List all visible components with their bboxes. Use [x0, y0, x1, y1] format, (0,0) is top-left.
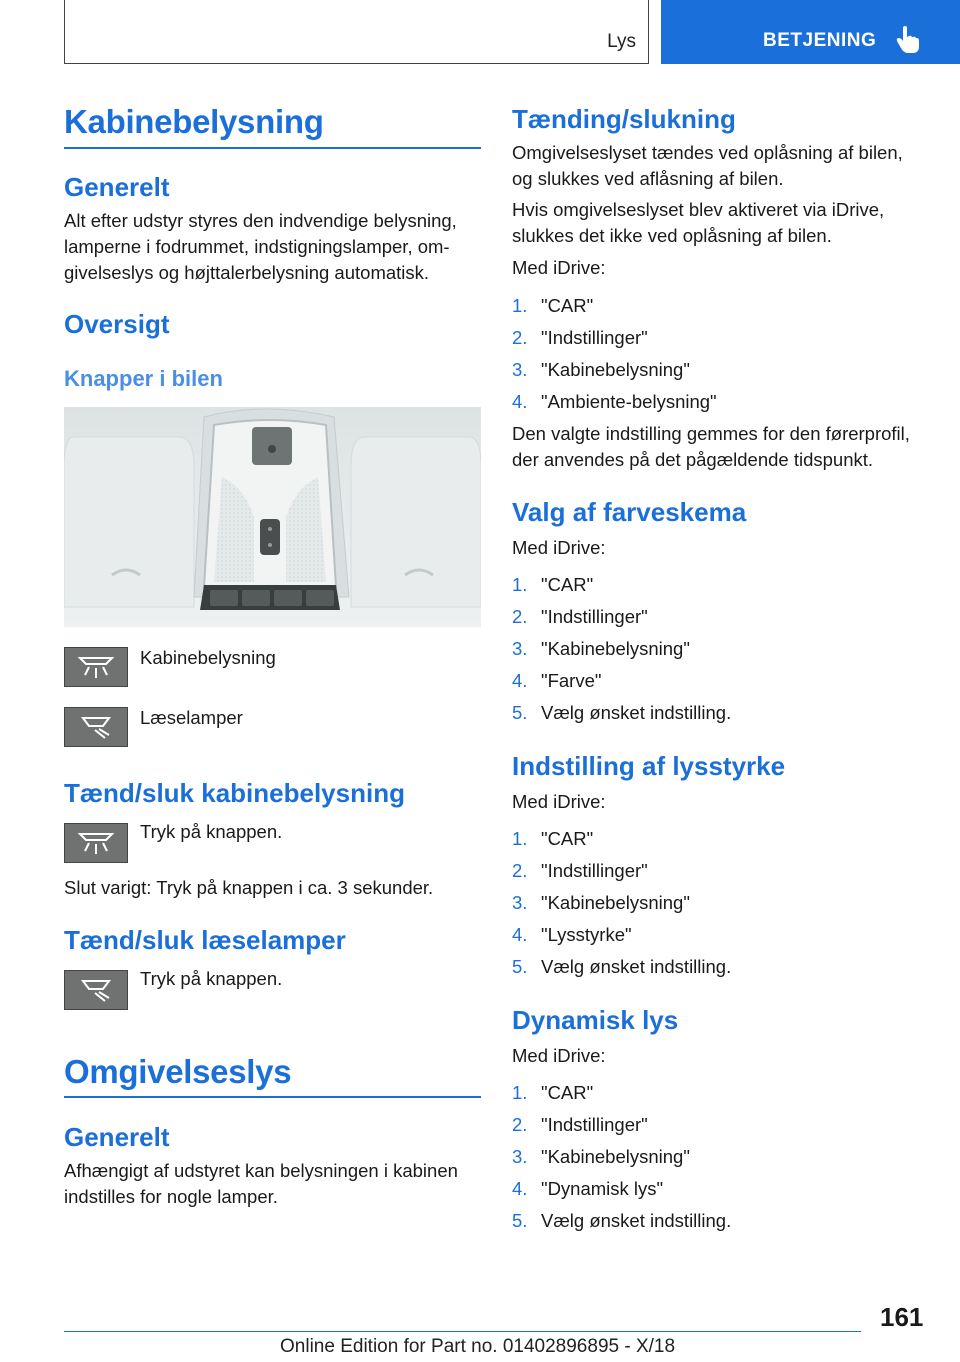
steps-list-brightness	[512, 823, 731, 983]
list-item: 2. "Indstillinger"	[512, 606, 648, 627]
list-item: 2. "Indstillinger"	[512, 860, 648, 881]
list-item: 5. Vælg ønsket indstilling.	[512, 956, 732, 977]
header-chapter-tab	[661, 0, 960, 64]
cabin-light-icon	[65, 648, 127, 686]
list-item: 4. "Farve"	[512, 670, 602, 691]
list-item: 4. "Dynamisk lys"	[512, 1178, 664, 1199]
paragraph-on-off: Omgivelseslyset tændes ved oplåsning af bilen, og slukkes ved aflåsning af bilen.	[512, 142, 903, 189]
list-item: 5. Vælg ønsket indstilling.	[512, 1210, 732, 1231]
heading-toggle-reading: Tænd/sluk læselamper	[64, 925, 346, 955]
with-idrive-1: Med iDrive:	[512, 257, 606, 278]
with-idrive-3: Med iDrive:	[512, 791, 606, 812]
list-item: 2. "Indstillinger"	[512, 1114, 648, 1135]
press-button-text-2: Tryk på knappen.	[140, 968, 283, 989]
heading-on-off: Tænding/slukning	[512, 104, 736, 134]
list-item: 1. "CAR"	[512, 1082, 594, 1103]
heading-rule-2	[64, 1096, 481, 1098]
overhead-console-photo	[64, 407, 481, 627]
cabin-light-label: Kabinebelysning	[140, 647, 276, 668]
reading-light-label: Læselamper	[140, 707, 243, 728]
cabin-light-icon	[65, 824, 127, 862]
list-item: 4. "Lysstyrke"	[512, 924, 632, 945]
reading-light-button-image	[64, 707, 128, 747]
paragraph-general: Alt efter udstyr styres den indvendige belysning, lamperne i fodrummet, indstigningslamper, om‐ givelseslys og højttalerbelysning automatisk.	[64, 210, 457, 283]
heading-overview: Oversigt	[64, 309, 170, 339]
list-item: 2. "Indstillinger"	[512, 327, 648, 348]
list-item: 3. "Kabinebelysning"	[512, 359, 690, 380]
heading-color-scheme: Valg af farveskema	[512, 497, 747, 527]
heading-toggle-cabin: Tænd/sluk kabinebelysning	[64, 778, 405, 808]
heading-ambient-light: Omgivelseslys	[64, 1053, 292, 1090]
paragraph-switch-off: Slut varigt: Tryk på knappen i ca. 3 sekunder.	[64, 877, 434, 898]
list-item: 1. "CAR"	[512, 295, 594, 316]
section-title: Lys	[607, 31, 636, 52]
hand-pointer-icon	[895, 24, 921, 54]
page-number: 161	[880, 1302, 924, 1332]
heading-general: Generelt	[64, 172, 170, 202]
paragraph-saved-profile: Den valgte indstilling gemmes for den førerprofil, der anvendes på det pågældende tidspunkt.	[512, 423, 910, 470]
heading-dynamic-light: Dynamisk lys	[512, 1005, 679, 1035]
reading-light-button-image-2	[64, 970, 128, 1010]
reading-light-icon	[65, 708, 127, 746]
cabin-light-button-image	[64, 647, 128, 687]
with-idrive-2: Med iDrive:	[512, 537, 606, 558]
paragraph-ambient: Afhængigt af udstyret kan belysningen i kabinen indstilles for nogle lamper.	[64, 1160, 458, 1207]
footer-rule	[64, 1331, 861, 1332]
heading-cabin-lighting: Kabinebelysning	[64, 103, 324, 140]
heading-brightness: Indstilling af lysstyrke	[512, 751, 786, 781]
paragraph-idrive-note: Hvis omgivelseslyset blev aktiveret via iDrive, slukkes det ikke ved oplåsning af bilen.	[512, 199, 885, 246]
with-idrive-4: Med iDrive:	[512, 1045, 606, 1066]
footer-edition: Online Edition for Part no. 01402896895 - X/18	[280, 1336, 676, 1357]
reading-light-icon	[65, 971, 127, 1009]
steps-list-dynamic	[512, 1077, 731, 1237]
chapter-title: BETJENING	[763, 30, 877, 51]
list-item: 3. "Kabinebelysning"	[512, 892, 690, 913]
heading-rule	[64, 147, 481, 149]
list-item: 3. "Kabinebelysning"	[512, 1146, 690, 1167]
header-section-box	[64, 0, 649, 64]
list-item: 1. "CAR"	[512, 574, 594, 595]
heading-buttons-in-car: Knapper i bilen	[64, 366, 223, 391]
list-item: 4. "Ambiente-belysning"	[512, 391, 717, 412]
press-button-text-1: Tryk på knappen.	[140, 821, 283, 842]
list-item: 1. "CAR"	[512, 828, 594, 849]
steps-list-color	[512, 569, 731, 729]
steps-list-ambient	[512, 290, 717, 418]
heading-general-2: Generelt	[64, 1122, 170, 1152]
cabin-light-button-image-2	[64, 823, 128, 863]
list-item: 5. Vælg ønsket indstilling.	[512, 702, 732, 723]
list-item: 3. "Kabinebelysning"	[512, 638, 690, 659]
